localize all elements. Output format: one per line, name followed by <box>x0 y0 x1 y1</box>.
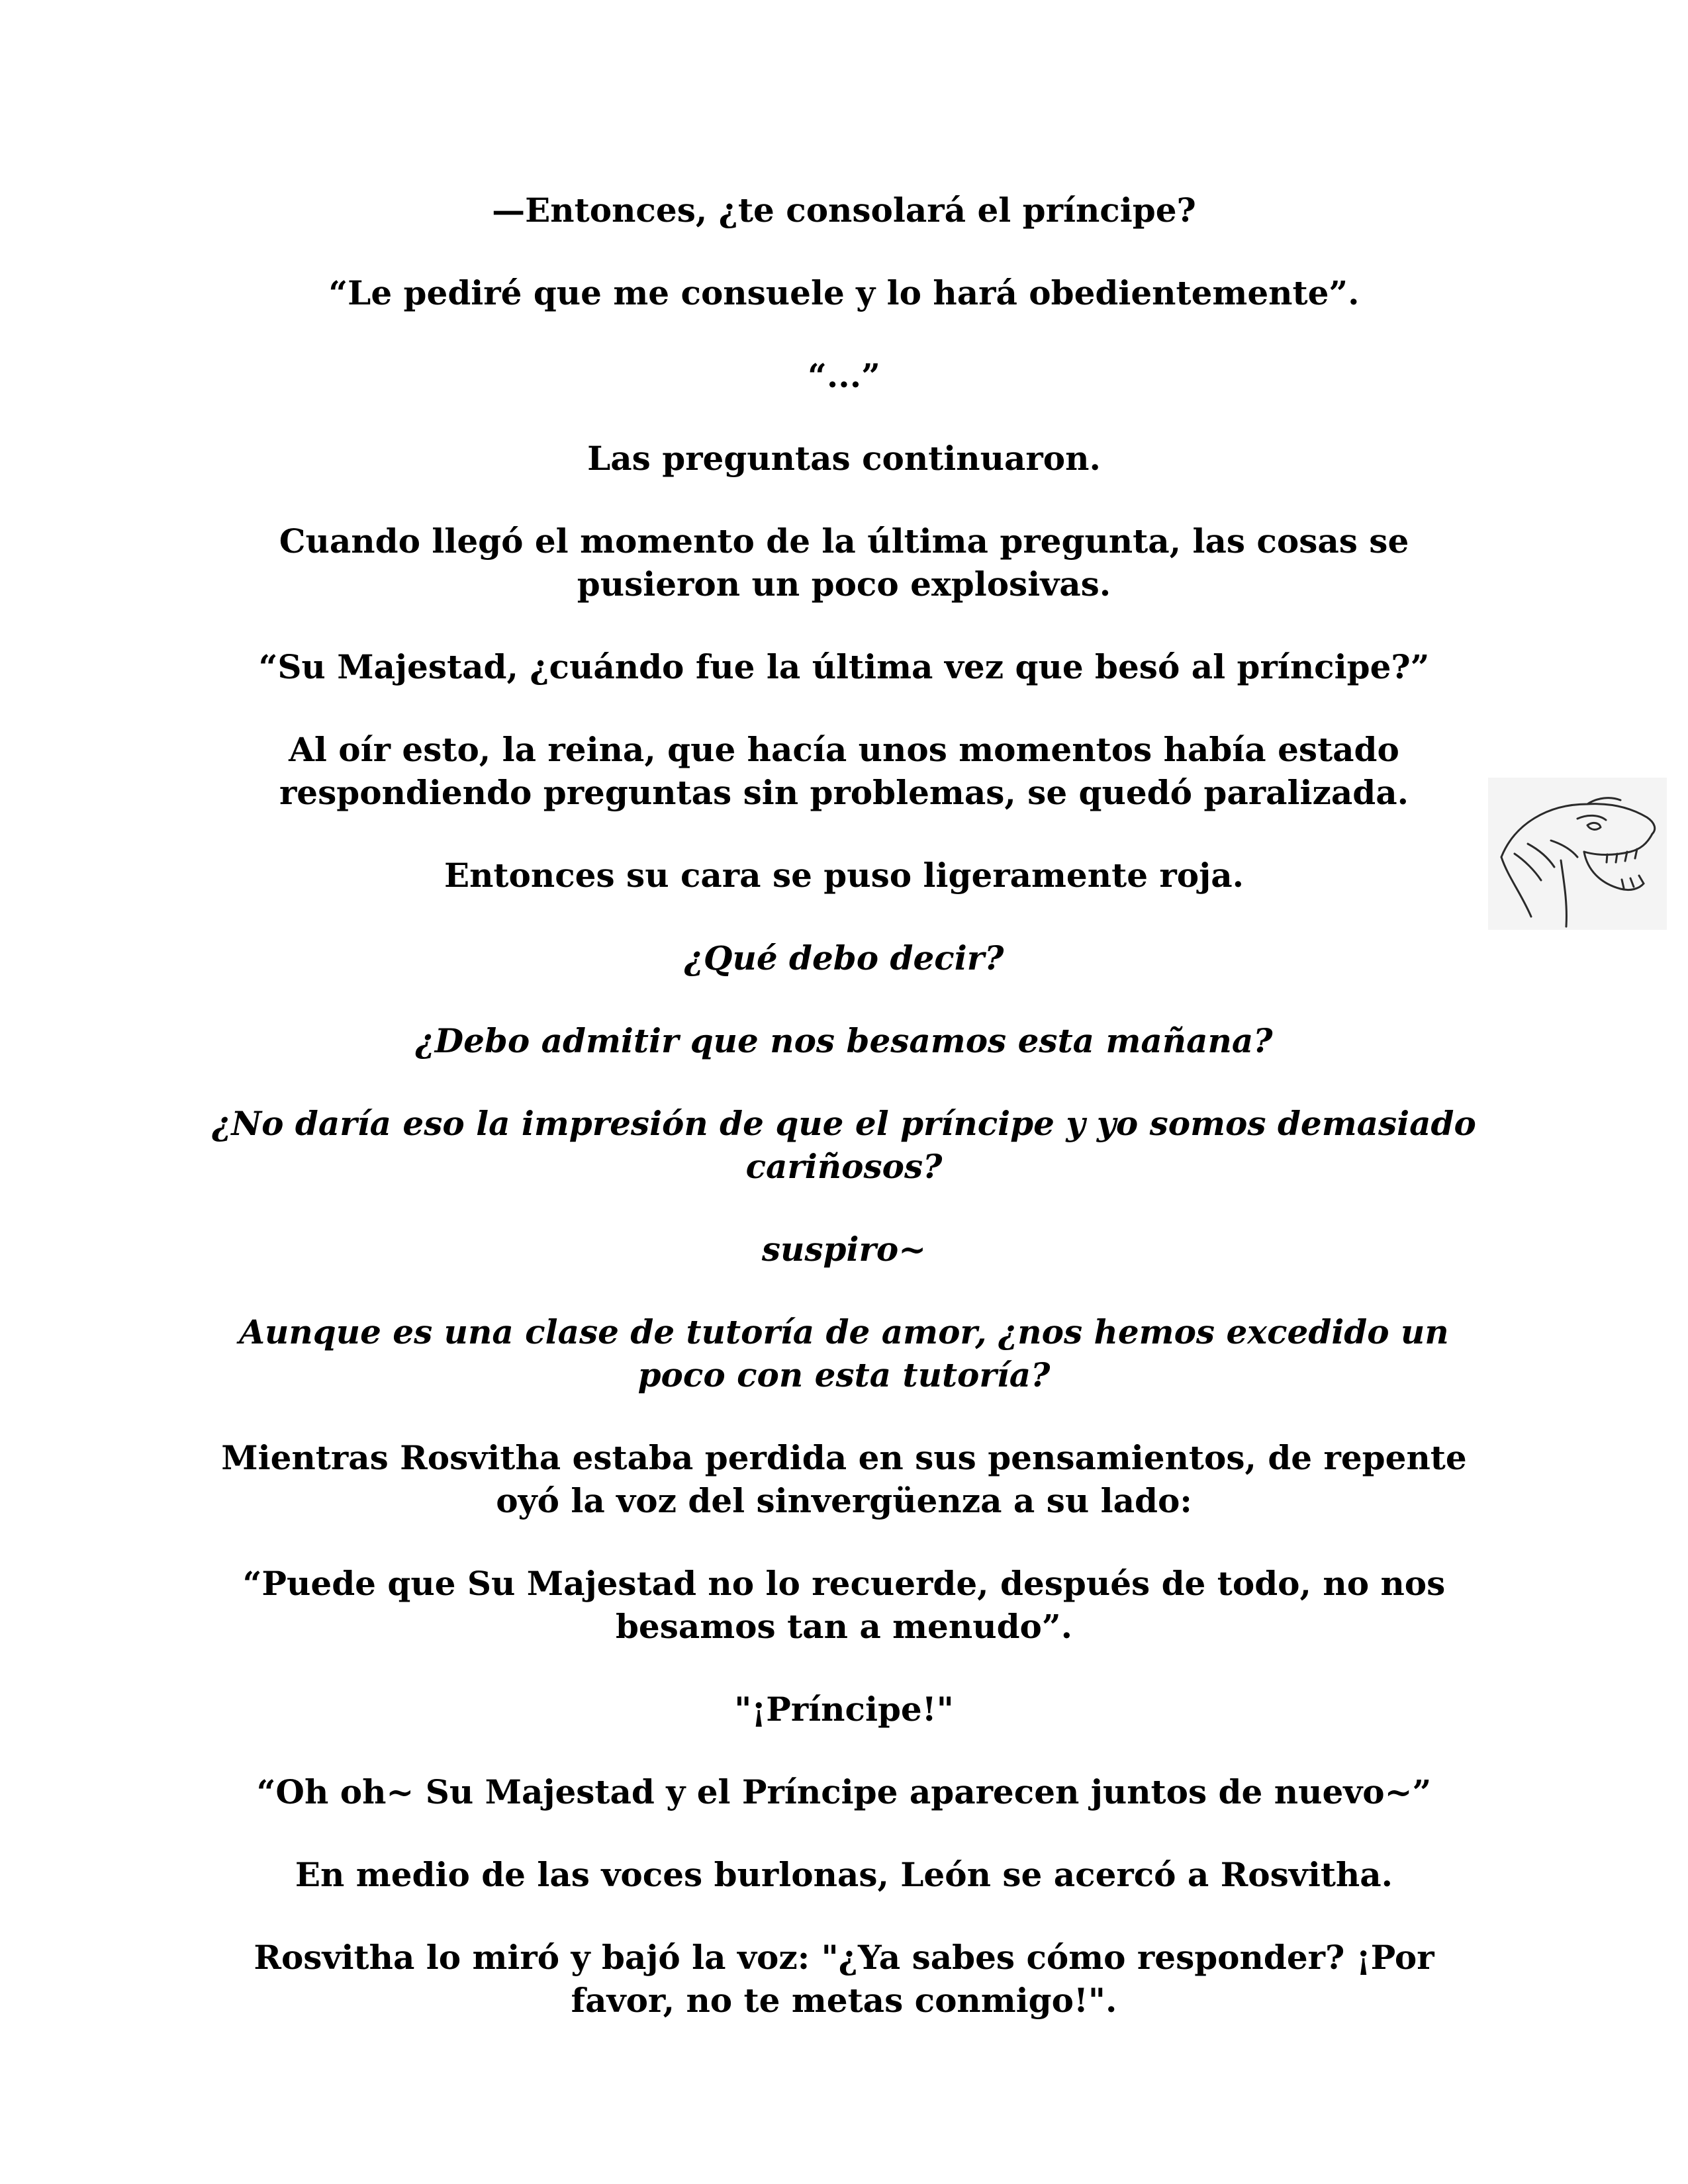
paragraph: Mientras Rosvitha estaba perdida en sus pensamientos, de repente oyó la voz del sinvergüenza a su lado: <box>221 1438 1467 1520</box>
dinosaur-head-sketch-icon <box>1488 778 1667 930</box>
paragraph-italic: ¿No daría eso la impresión de que el príncipe y yo somos demasiado cariñosos? <box>212 1104 1476 1186</box>
paragraph: Las preguntas continuaron. <box>587 439 1101 478</box>
paragraph: Al oír esto, la reina, que hacía unos momentos había estado respondiendo preguntas sin problemas, se quedó paralizada. <box>279 730 1409 812</box>
paragraph-italic: Aunque es una clase de tutoría de amor, ¿nos hemos excedido un poco con esta tutoría? <box>239 1312 1449 1394</box>
paragraph-italic: ¿Debo admitir que nos besamos esta mañana? <box>415 1021 1273 1060</box>
paragraph: “Su Majestad, ¿cuándo fue la última vez que besó al príncipe?” <box>258 647 1430 686</box>
paragraph: En medio de las voces burlonas, León se acercó a Rosvitha. <box>295 1855 1393 1894</box>
paragraph-italic: ¿Qué debo decir? <box>684 938 1004 978</box>
paragraph: Rosvitha lo miró y bajó la voz: "¿Ya sabes cómo responder? ¡Por favor, no te metas conmigo!". <box>254 1938 1434 2020</box>
paragraph-italic: suspiro~ <box>761 1230 927 1269</box>
paragraph: “...” <box>808 356 880 395</box>
paragraph: “Oh oh~ Su Majestad y el Príncipe aparecen juntos de nuevo~” <box>256 1772 1432 1811</box>
paragraph: "¡Príncipe!" <box>734 1690 954 1729</box>
paragraph: Cuando llegó el momento de la última pregunta, las cosas se pusieron un poco explosivas. <box>279 522 1409 604</box>
paragraph: —Entonces, ¿te consolará el príncipe? <box>492 191 1196 230</box>
paragraph: “Puede que Su Majestad no lo recuerde, después de todo, no nos besamos tan a menudo”. <box>242 1564 1446 1646</box>
paragraph: Entonces su cara se puso ligeramente roja. <box>444 856 1244 895</box>
text-column <box>199 189 1489 2062</box>
paragraph: “Le pediré que me consuele y lo hará obedientemente”. <box>328 273 1360 312</box>
